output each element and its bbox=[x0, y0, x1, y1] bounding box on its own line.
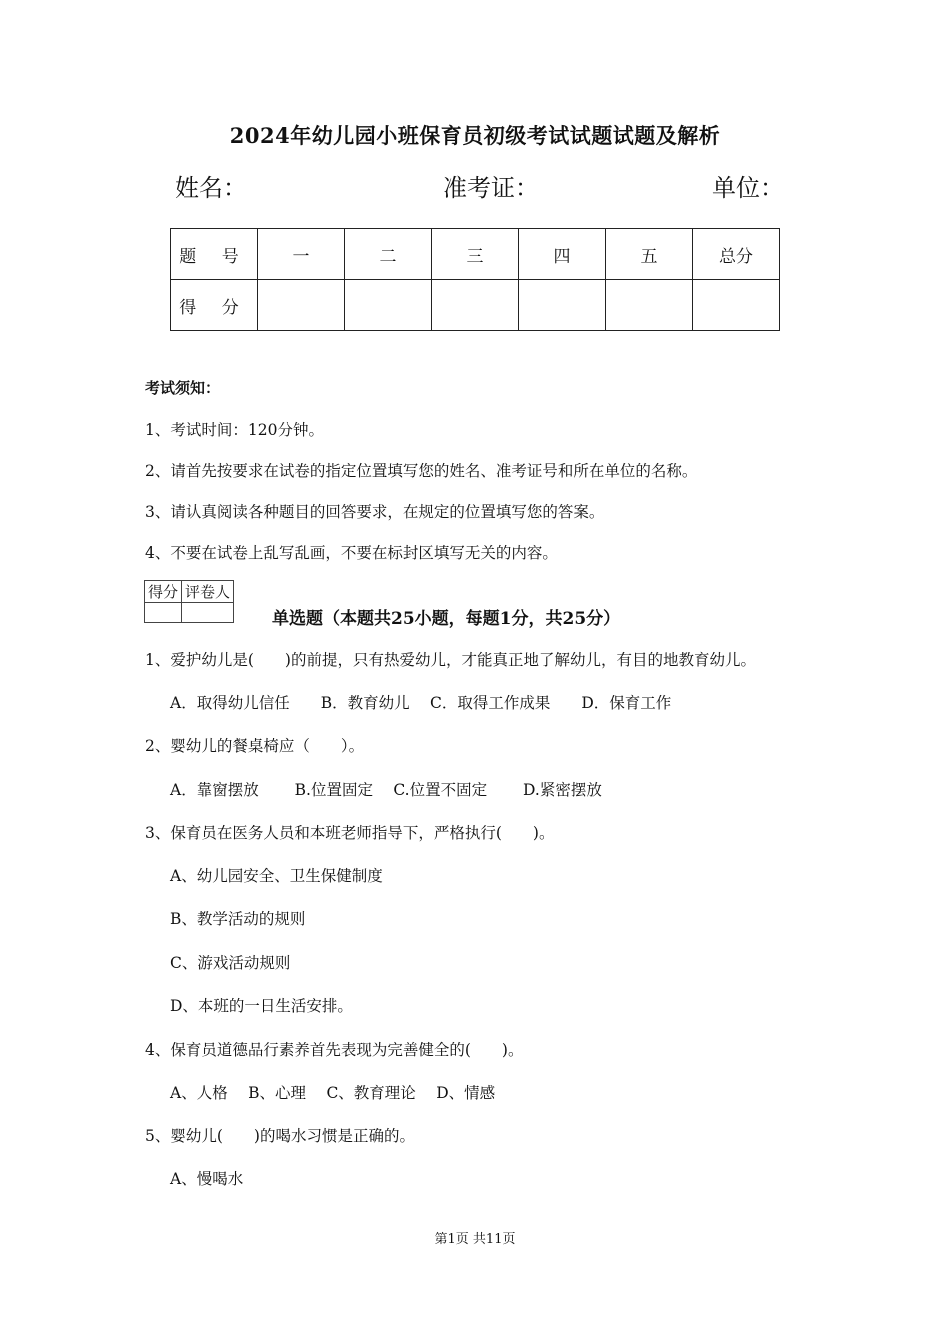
candidate-info-row bbox=[175, 168, 785, 204]
grader-name-label: 评卷人 bbox=[182, 581, 234, 603]
grader-score-cell[interactable] bbox=[145, 603, 182, 623]
score-table-header-1: 一 bbox=[258, 229, 345, 280]
question-5-option-a: A、慢喝水 bbox=[170, 1170, 244, 1188]
score-cell[interactable] bbox=[606, 280, 693, 331]
section-title: 单选题（本题共25小题，每题1分，共25分） bbox=[272, 609, 621, 629]
score-table-header-2: 二 bbox=[345, 229, 432, 280]
grader-box bbox=[144, 580, 234, 623]
name-label: 姓名： bbox=[175, 174, 247, 202]
score-table bbox=[170, 228, 780, 331]
question-4-options: A、人格 B、心理 C、教育理论 D、情感 bbox=[170, 1084, 496, 1102]
score-cell[interactable] bbox=[345, 280, 432, 331]
page-footer: 第1页 共11页 bbox=[434, 1232, 516, 1247]
score-table-header-4: 四 bbox=[519, 229, 606, 280]
score-table-score-row bbox=[171, 280, 780, 331]
question-3-option-a: A、幼儿园安全、卫生保健制度 bbox=[170, 867, 383, 885]
score-table-header-row bbox=[171, 229, 780, 280]
exam-id-label: 准考证： bbox=[443, 174, 539, 202]
score-table-header-total: 总分 bbox=[693, 229, 780, 280]
question-3-option-d: D、本班的一日生活安排。 bbox=[170, 997, 353, 1015]
notes-title: 考试须知： bbox=[145, 379, 221, 397]
note-item: 2、请首先按要求在试卷的指定位置填写您的姓名、准考证号和所在单位的名称。 bbox=[145, 462, 698, 480]
score-cell[interactable] bbox=[693, 280, 780, 331]
question-4: 4、保育员道德品行素养首先表现为完善健全的( )。 bbox=[145, 1041, 524, 1059]
score-row-label: 得 分 bbox=[171, 280, 258, 331]
question-1: 1、爱护幼儿是( )的前提，只有热爱幼儿，才能真正地了解幼儿，有目的地教育幼儿。 bbox=[145, 651, 756, 669]
question-1-options: A．取得幼儿信任 B．教育幼儿 C．取得工作成果 D．保育工作 bbox=[170, 694, 672, 712]
score-table-header-label: 题 号 bbox=[171, 229, 258, 280]
question-3-option-b: B、教学活动的规则 bbox=[170, 910, 306, 928]
question-2: 2、婴幼儿的餐桌椅应（ ）。 bbox=[145, 737, 365, 755]
score-cell[interactable] bbox=[519, 280, 606, 331]
page-title: 2024年幼儿园小班保育员初级考试试题试题及解析 bbox=[229, 123, 721, 148]
question-3-option-c: C、游戏活动规则 bbox=[170, 954, 291, 972]
note-item: 4、不要在试卷上乱写乱画，不要在标封区填写无关的内容。 bbox=[145, 544, 558, 562]
question-5: 5、婴幼儿( )的喝水习惯是正确的。 bbox=[145, 1127, 415, 1145]
grader-name-cell[interactable] bbox=[182, 603, 234, 623]
question-3: 3、保育员在医务人员和本班老师指导下，严格执行( )。 bbox=[145, 824, 555, 842]
question-2-options: A．靠窗摆放 B.位置固定 C.位置不固定 D.紧密摆放 bbox=[170, 781, 602, 799]
score-cell[interactable] bbox=[258, 280, 345, 331]
note-item: 3、请认真阅读各种题目的回答要求，在规定的位置填写您的答案。 bbox=[145, 503, 605, 521]
grader-score-label: 得分 bbox=[145, 581, 182, 603]
score-table-header-3: 三 bbox=[432, 229, 519, 280]
score-cell[interactable] bbox=[432, 280, 519, 331]
score-table-header-5: 五 bbox=[606, 229, 693, 280]
note-item: 1、考试时间：120分钟。 bbox=[145, 421, 324, 439]
unit-label: 单位： bbox=[712, 174, 784, 202]
